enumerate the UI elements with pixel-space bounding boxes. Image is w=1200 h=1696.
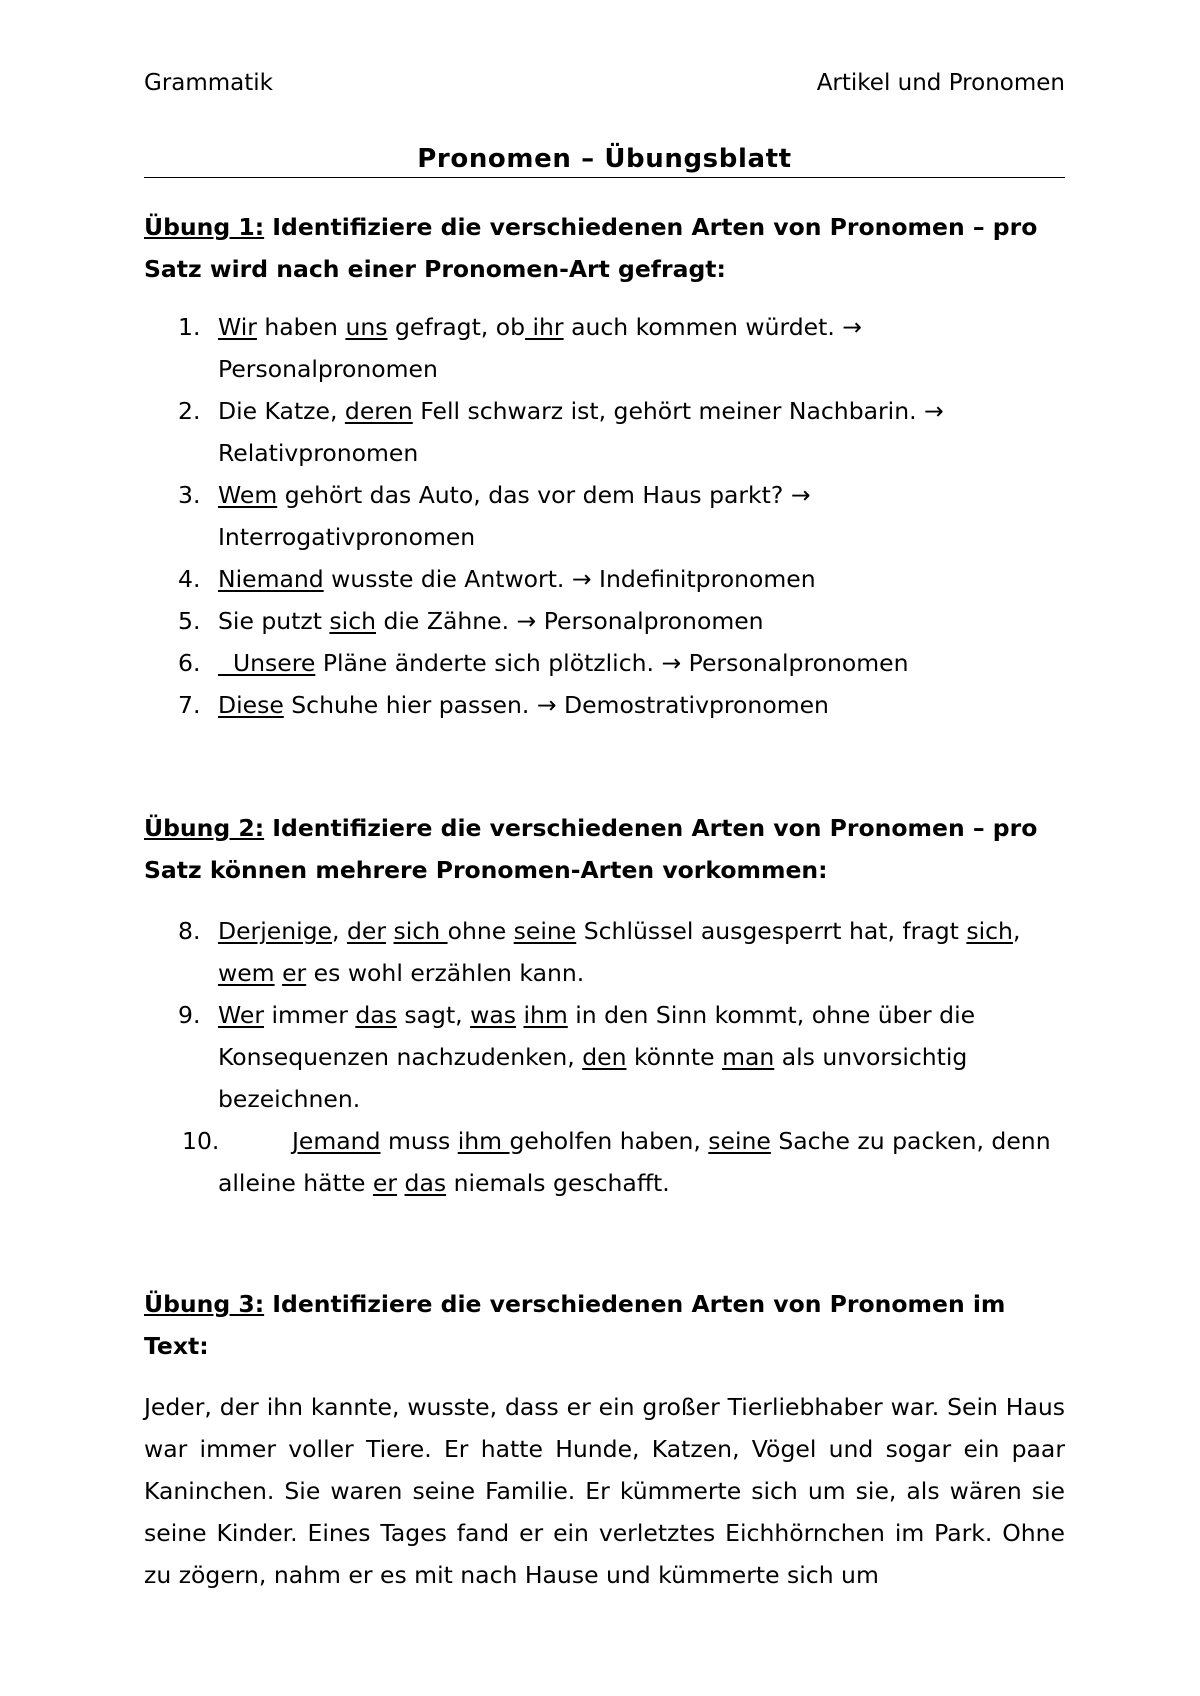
sentence-text: Die Katze,	[218, 397, 345, 425]
pronoun: Diese	[218, 691, 284, 719]
sentence-text: muss	[380, 1127, 458, 1155]
pronoun: ihr	[525, 313, 564, 341]
pronoun: Niemand	[218, 565, 324, 593]
sentence-text: in den Sinn kommt, ohne über die Konsequenzen nachzudenken,	[218, 1001, 976, 1071]
sentence-text: als unvorsichtig bezeichnen.	[218, 1043, 968, 1113]
sentence-text: Pläne änderte sich plötzlich.	[315, 649, 662, 677]
arrow-icon: →	[924, 397, 944, 425]
pronoun: Wir	[218, 313, 257, 341]
sentence-text: gehört das Auto, das vor dem Haus parkt?	[277, 481, 791, 509]
arrow-icon: →	[661, 649, 682, 677]
item-number: 10.	[182, 1127, 220, 1155]
pronoun: er	[372, 1169, 398, 1197]
pronoun: ihm	[523, 1001, 568, 1029]
item-number: 9.	[178, 1001, 201, 1029]
list-item	[144, 306, 1065, 390]
exercise-1-instruction: Identifiziere die verschiedenen Arten von Pronomen – pro Satz wird nach einer Pronomen-Art gefragt:	[144, 213, 1038, 283]
item-number: 8.	[178, 917, 201, 945]
pronoun: sich	[329, 607, 377, 635]
pronoun: Wer	[218, 1001, 264, 1029]
pronoun: ihm	[457, 1127, 510, 1155]
exercise-2-list	[144, 910, 1065, 1204]
pronoun: Derjenige	[218, 917, 333, 945]
sentence-text: Fell schwarz ist, gehört meiner Nachbarin.	[412, 397, 925, 425]
sentence-text: die Zähne.	[376, 607, 517, 635]
list-item	[144, 390, 1065, 474]
answer-text: Personalpronomen	[218, 355, 438, 383]
answer-text: Demostrativpronomen	[556, 691, 829, 719]
exercise-3-heading	[144, 1283, 1065, 1367]
pronoun: sich	[966, 917, 1013, 945]
sentence-text	[275, 959, 282, 987]
arrow-icon: →	[842, 313, 862, 341]
pronoun: uns	[345, 313, 388, 341]
exercise-1-heading	[144, 206, 1065, 290]
sentence-text: ,	[332, 917, 347, 945]
item-number: 6.	[178, 649, 201, 677]
sentence-text: Schuhe hier passen.	[283, 691, 537, 719]
sentence-text: könnte	[626, 1043, 723, 1071]
arrow-icon: →	[516, 607, 537, 635]
pronoun: Unsere	[218, 649, 316, 677]
sentence-text: Sie putzt	[218, 607, 330, 635]
item-number: 4.	[178, 565, 201, 593]
sentence-text	[397, 1169, 404, 1197]
pronoun: er	[282, 959, 307, 987]
exercise-2-heading	[144, 807, 1065, 891]
sentence-text: immer	[263, 1001, 356, 1029]
pronoun: das	[404, 1169, 447, 1197]
sentence-text	[386, 917, 393, 945]
header-subject: Grammatik	[144, 70, 274, 96]
list-item	[144, 642, 1065, 684]
pronoun: Wem	[218, 481, 278, 509]
sentence-text: Sache zu packen, denn alleine hätte	[218, 1127, 1051, 1197]
sentence-text: wusste die Antwort.	[323, 565, 572, 593]
pronoun: deren	[344, 397, 413, 425]
sentence-text: auch kommen würdet.	[563, 313, 843, 341]
sentence-text: gefragt, ob	[387, 313, 526, 341]
pronoun: sich	[393, 917, 448, 945]
list-item	[144, 994, 1065, 1120]
exercise-1-label: Übung 1:	[144, 213, 265, 241]
arrow-icon: →	[571, 565, 592, 593]
arrow-icon: →	[790, 481, 811, 509]
pronoun: wem	[218, 959, 275, 987]
pronoun: was	[470, 1001, 516, 1029]
arrow-icon: →	[536, 691, 557, 719]
list-item	[144, 910, 1065, 994]
list-item	[144, 684, 1065, 726]
sentence-text: ohne	[447, 917, 514, 945]
answer-text: Indefinitpronomen	[591, 565, 816, 593]
pronoun: Jemand	[292, 1127, 381, 1155]
answer-text: Interrogativpronomen	[218, 523, 476, 551]
pronoun: seine	[708, 1127, 771, 1155]
answer-text: Personalpronomen	[681, 649, 909, 677]
item-number: 7.	[178, 691, 201, 719]
sentence-text: haben	[256, 313, 346, 341]
title-rule	[144, 177, 1065, 178]
list-item	[144, 558, 1065, 600]
sentence-text: es wohl erzählen kann.	[306, 959, 585, 987]
pronoun: seine	[513, 917, 577, 945]
sentence-text: ,	[1012, 917, 1021, 945]
page-title: Pronomen – Übungsblatt	[417, 144, 792, 174]
exercise-3-label: Übung 3:	[144, 1290, 265, 1318]
pronoun: das	[355, 1001, 397, 1029]
item-number: 2.	[178, 397, 201, 425]
answer-text: Relativpronomen	[218, 439, 419, 467]
pronoun: man	[722, 1043, 775, 1071]
list-item	[144, 1120, 1065, 1204]
sentence-text: niemals geschafft.	[446, 1169, 670, 1197]
header-topic: Artikel und Pronomen	[816, 70, 1065, 96]
pronoun: der	[346, 917, 387, 945]
item-number: 1.	[178, 313, 201, 341]
pronoun: den	[582, 1043, 627, 1071]
exercise-3-instruction: Identifiziere die verschiedenen Arten von Pronomen im Text:	[144, 1290, 1006, 1360]
sentence-text: sagt,	[396, 1001, 471, 1029]
item-number: 5.	[178, 607, 201, 635]
list-item	[144, 600, 1065, 642]
sentence-text: Schlüssel ausgesperrt hat, fragt	[576, 917, 967, 945]
list-item	[144, 474, 1065, 558]
exercise-2-instruction: Identifiziere die verschiedenen Arten von Pronomen – pro Satz können mehrere Pronomen-Arten vorkommen:	[144, 814, 1038, 884]
answer-text: Personalpronomen	[536, 607, 764, 635]
item-number: 3.	[178, 481, 201, 509]
exercise-1-list	[144, 306, 1065, 726]
exercise-3-text: Jeder, der ihn kannte, wusste, dass er ein großer Tierliebhaber war. Sein Haus war immer voller Tiere. Er hatte Hunde, Katzen, Vögel und sogar ein paar Kaninchen. Sie waren seine Familie. Er kümmerte sich um sie, als wären sie seine Kinder. Eines Tages fand er ein verletztes Eichhörnchen im Park. Ohne zu zögern, nahm er es mit nach Hause und kümmerte sich um	[144, 1393, 1065, 1589]
sentence-text: geholfen haben,	[509, 1127, 709, 1155]
exercise-2-label: Übung 2:	[144, 814, 265, 842]
